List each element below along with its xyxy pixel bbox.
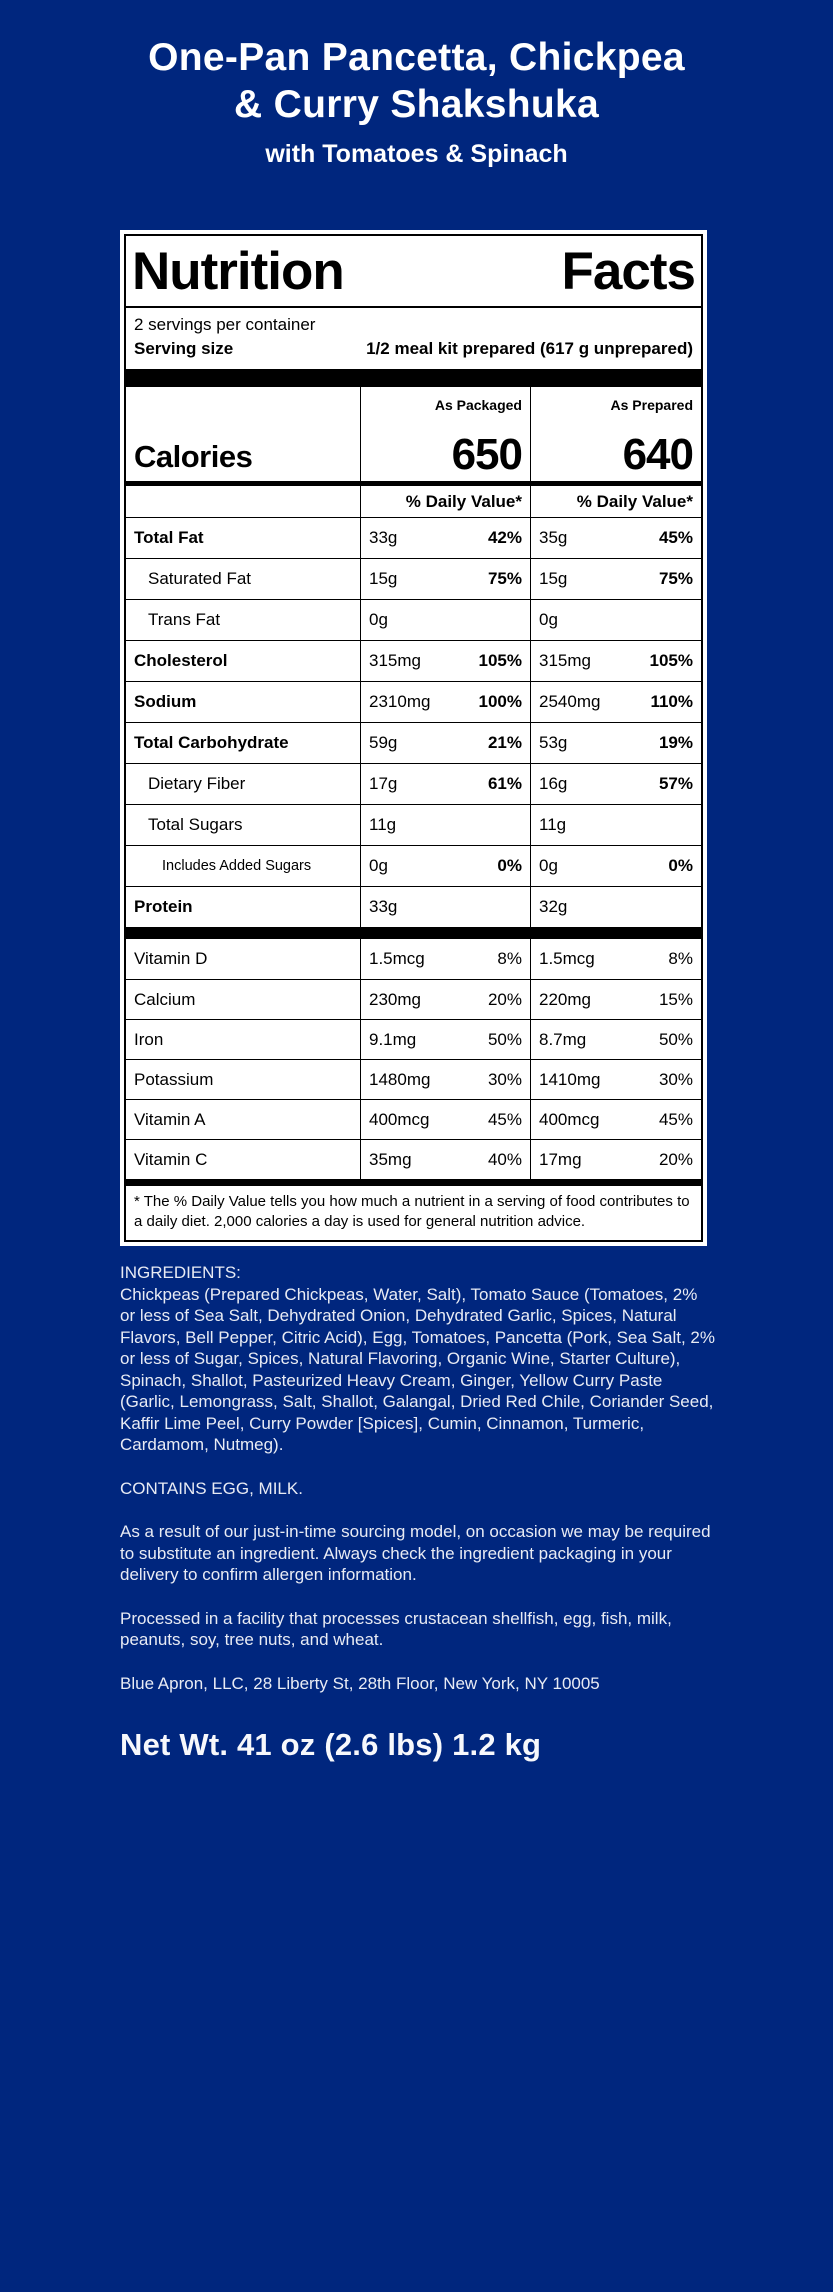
prepared-amount: 1410mg bbox=[539, 1069, 601, 1089]
divider-bar-middle bbox=[126, 927, 701, 939]
column-header-spacer bbox=[126, 387, 360, 415]
packaged-amount: 0g bbox=[369, 610, 388, 629]
prepared-amount: 17mg bbox=[539, 1149, 582, 1169]
daily-value-header-packaged: % Daily Value* bbox=[405, 491, 522, 511]
daily-value-header-prepared: % Daily Value* bbox=[576, 491, 693, 511]
packaged-daily-value: 75% bbox=[487, 569, 522, 588]
product-title-line1: One-Pan Pancetta, Chickpea bbox=[148, 36, 685, 79]
packaged-daily-value: 45% bbox=[487, 1109, 522, 1129]
prepared-amount: 8.7mg bbox=[539, 1029, 587, 1049]
contains-statement: CONTAINS EGG, MILK. bbox=[120, 1478, 303, 1498]
prepared-amount: 35g bbox=[539, 528, 568, 547]
daily-value-footnote: * The % Daily Value tells you how much a nutrient in a serving of food contributes to a daily diet. 2,000 calories a day is used for general nutrition advice. bbox=[134, 1193, 690, 1230]
prepared-daily-value: 57% bbox=[658, 774, 693, 793]
packaged-daily-value: 8% bbox=[497, 949, 522, 968]
prepared-daily-value: 75% bbox=[658, 569, 693, 588]
nutrient-row-added-sugars bbox=[126, 845, 701, 886]
calories-row bbox=[126, 415, 701, 481]
vitamin-row-vitamin-d bbox=[126, 939, 701, 979]
nutrition-facts-title-word2: Facts bbox=[561, 242, 695, 301]
packaged-daily-value: 100% bbox=[478, 692, 522, 711]
column-header-packaged-cell bbox=[360, 387, 530, 415]
prepared-amount: 400mcg bbox=[539, 1109, 600, 1129]
product-title-block bbox=[0, 34, 833, 169]
nutrient-label: Vitamin C bbox=[134, 1149, 208, 1169]
calories-prepared-cell bbox=[530, 415, 701, 481]
packaged-amount: 2310mg bbox=[369, 692, 431, 711]
vitamin-row-iron bbox=[126, 1019, 701, 1059]
vitamin-row-vitamin-c bbox=[126, 1139, 701, 1179]
label-lower-text bbox=[120, 1262, 716, 1762]
prepared-daily-value: 20% bbox=[658, 1149, 693, 1169]
prepared-daily-value: 45% bbox=[658, 528, 693, 547]
packaged-amount: 15g bbox=[369, 569, 398, 588]
prepared-daily-value: 50% bbox=[658, 1029, 693, 1049]
prepared-amount: 220mg bbox=[539, 989, 591, 1009]
calories-prepared-value: 640 bbox=[622, 430, 693, 479]
nutrient-row-cholesterol bbox=[126, 640, 701, 681]
prepared-daily-value: 45% bbox=[658, 1109, 693, 1129]
divider-bar-top bbox=[126, 369, 701, 387]
nutrient-label: Potassium bbox=[134, 1069, 214, 1089]
nutrient-row-protein bbox=[126, 886, 701, 927]
calories-label: Calories bbox=[134, 439, 253, 474]
packaged-amount: 35mg bbox=[369, 1149, 412, 1169]
ingredients-heading: INGREDIENTS: bbox=[120, 1263, 241, 1282]
nutrient-label: Iron bbox=[134, 1029, 164, 1049]
daily-value-header-prepared-cell bbox=[530, 481, 701, 517]
nutrition-facts-border bbox=[124, 234, 703, 1242]
packaged-amount: 59g bbox=[369, 733, 398, 752]
prepared-amount: 11g bbox=[539, 815, 567, 834]
packaged-amount: 9.1mg bbox=[369, 1029, 417, 1049]
nutrition-facts-title-word1: Nutrition bbox=[132, 242, 344, 301]
company-address: Blue Apron, LLC, 28 Liberty St, 28th Floor, New York, NY 10005 bbox=[120, 1673, 600, 1693]
prepared-amount: 1.5mcg bbox=[539, 949, 595, 968]
nutrient-label: Saturated Fat bbox=[148, 569, 252, 588]
product-title-line2: & Curry Shakshuka bbox=[234, 83, 599, 126]
net-weight: Net Wt. 41 oz (2.6 lbs) 1.2 kg bbox=[120, 1727, 542, 1762]
prepared-amount: 0g bbox=[539, 610, 558, 629]
sourcing-note: As a result of our just-in-time sourcing model, on occasion we may be required to substitute an ingredient. Always check the ingredient packaging in your delivery to confirm allergen information. bbox=[120, 1522, 711, 1584]
column-header-row bbox=[126, 387, 701, 415]
packaged-daily-value: 20% bbox=[487, 989, 522, 1009]
prepared-daily-value: 30% bbox=[658, 1069, 693, 1089]
nutrient-row-sodium bbox=[126, 681, 701, 722]
packaged-daily-value: 61% bbox=[487, 774, 522, 793]
serving-size-row bbox=[126, 335, 701, 369]
packaged-daily-value: 105% bbox=[478, 651, 522, 670]
nutrient-label: Dietary Fiber bbox=[148, 774, 246, 793]
prepared-daily-value: 15% bbox=[658, 989, 693, 1009]
nutrient-row-total-carbohydrate bbox=[126, 722, 701, 763]
serving-size-value: 1/2 meal kit prepared (617 g unprepared) bbox=[366, 339, 693, 358]
packaged-amount: 33g bbox=[369, 528, 398, 547]
prepared-amount: 32g bbox=[539, 897, 568, 916]
packaged-daily-value: 40% bbox=[487, 1149, 522, 1169]
nutrient-row-total-sugars bbox=[126, 804, 701, 845]
nutrient-label: Trans Fat bbox=[148, 610, 221, 629]
vitamin-row-calcium bbox=[126, 979, 701, 1019]
daily-value-header-spacer bbox=[126, 481, 360, 517]
nutrient-row-trans-fat bbox=[126, 599, 701, 640]
serving-size-label: Serving size bbox=[134, 339, 234, 358]
prepared-amount: 53g bbox=[539, 733, 568, 752]
prepared-daily-value: 19% bbox=[658, 733, 693, 752]
nutrient-label: Vitamin D bbox=[134, 949, 208, 968]
calories-label-cell bbox=[126, 415, 360, 481]
packaged-amount: 315mg bbox=[369, 651, 421, 670]
packaged-daily-value: 50% bbox=[487, 1029, 522, 1049]
nutrient-label: Includes Added Sugars bbox=[162, 858, 312, 874]
calories-packaged-value: 650 bbox=[451, 430, 522, 479]
ingredients-text: Chickpeas (Prepared Chickpeas, Water, Salt), Tomato Sauce (Tomatoes, 2% or less of Sea Salt, Dehydrated Onion, Dehydrated Garlic, Spices, Natural Flavors, Bell Pepper, Citric Acid), Egg, Tomatoes, Pancetta (Pork, Sea Salt, 2% or less of Sugar, Spices, Natural Flavoring, Organic Wine, Starter Culture), Spinach, Shallot, Pasteurized Heavy Cream, Ginger, Yellow Curry Paste (Garlic, Lemongrass, Salt, Shallot, Galangal, Dried Red Chile, Coriander Seed, Kaffir Lime Peel, Curry Powder [Spices], Cumin, Cinnamon, Turmeric, Cardamom, Nutmeg). bbox=[120, 1284, 715, 1454]
prepared-daily-value: 8% bbox=[668, 949, 693, 968]
prepared-daily-value: 105% bbox=[649, 651, 693, 670]
calories-packaged-cell bbox=[360, 415, 530, 481]
nutrient-row-saturated-fat bbox=[126, 558, 701, 599]
packaged-amount: 400mcg bbox=[369, 1109, 430, 1129]
prepared-amount: 2540mg bbox=[539, 692, 601, 711]
packaged-amount: 1480mg bbox=[369, 1069, 431, 1089]
nutrient-row-dietary-fiber bbox=[126, 763, 701, 804]
packaged-daily-value: 42% bbox=[487, 528, 522, 547]
vitamin-row-vitamin-a bbox=[126, 1099, 701, 1139]
nutrient-label: Cholesterol bbox=[134, 651, 228, 670]
nutrient-label: Sodium bbox=[134, 692, 197, 711]
prepared-daily-value: 0% bbox=[668, 856, 693, 875]
packaged-amount: 1.5mcg bbox=[369, 949, 425, 968]
prepared-amount: 15g bbox=[539, 569, 568, 588]
packaged-amount: 33g bbox=[369, 897, 398, 916]
as-packaged-header: As Packaged bbox=[434, 397, 522, 413]
as-prepared-header: As Prepared bbox=[610, 397, 693, 413]
nutrient-label: Total Sugars bbox=[148, 815, 243, 834]
prepared-amount: 315mg bbox=[539, 651, 591, 670]
nutrition-facts-panel bbox=[120, 230, 707, 1246]
vitamin-row-potassium bbox=[126, 1059, 701, 1099]
packaged-amount: 17g bbox=[369, 774, 398, 793]
daily-value-header-row bbox=[126, 481, 701, 517]
packaged-amount: 11g bbox=[369, 815, 397, 834]
packaged-daily-value: 0% bbox=[497, 856, 522, 875]
packaged-daily-value: 30% bbox=[487, 1069, 522, 1089]
nutrient-label: Vitamin A bbox=[134, 1109, 206, 1129]
column-header-prepared-cell bbox=[530, 387, 701, 415]
nutrient-label: Protein bbox=[134, 897, 193, 916]
prepared-amount: 16g bbox=[539, 774, 568, 793]
nutrition-facts-title bbox=[126, 236, 701, 308]
nutrient-label: Calcium bbox=[134, 989, 196, 1009]
daily-value-header-packaged-cell bbox=[360, 481, 530, 517]
nutrient-row-total-fat bbox=[126, 517, 701, 558]
packaged-amount: 230mg bbox=[369, 989, 421, 1009]
packaged-amount: 0g bbox=[369, 856, 388, 875]
product-subtitle: with Tomatoes & Spinach bbox=[265, 140, 568, 168]
divider-bar-bottom bbox=[126, 1179, 701, 1186]
nutrient-label: Total Fat bbox=[134, 528, 204, 547]
nutrient-label: Total Carbohydrate bbox=[134, 733, 289, 752]
packaged-daily-value: 21% bbox=[487, 733, 522, 752]
prepared-amount: 0g bbox=[539, 856, 558, 875]
facility-note: Processed in a facility that processes crustacean shellfish, egg, fish, milk, peanuts, soy, tree nuts, and wheat. bbox=[120, 1608, 672, 1649]
prepared-daily-value: 110% bbox=[650, 692, 693, 711]
servings-per-container: 2 servings per container bbox=[134, 315, 316, 334]
